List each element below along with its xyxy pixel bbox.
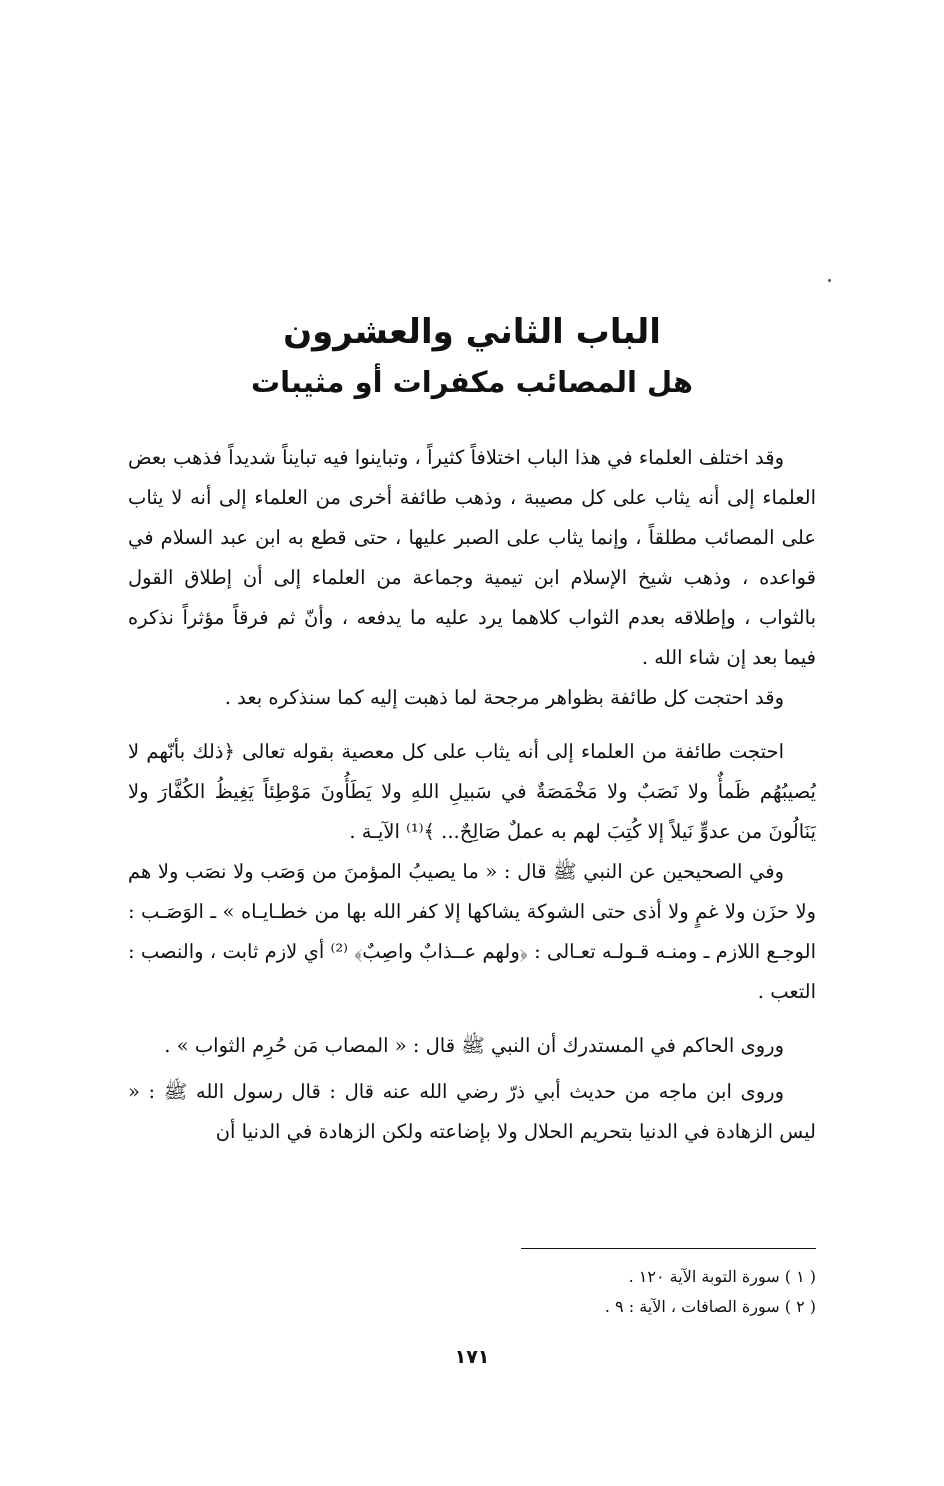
chapter-subtitle: هل المصائب مكفرات أو مثيبات (251, 365, 693, 399)
footnote: ( ٢ ) سورة الصافات ، الآية : ٩ . (604, 1297, 816, 1316)
paragraph: احتجت طائفة من العلماء إلى أنه يثاب على كل معصية بقوله تعالى ﴿ذلك بأنّهم لا يُصيبُهُم ظَمأٌ ولا نَصَبٌ ولا مَخْمَصَةٌ في سَبيلِ اللهِ ولا يَطَأُونَ مَوْطِئاً يَغِيظُ الكُفَّارَ ولا يَنَالُونَ من عدوٍّ نَيلاً إلا كُتِبَ لهم به عملٌ صَالِحٌ... ﴾⁽¹⁾ الآيـة . (128, 740, 816, 843)
chapter-title: الباب الثاني والعشرون (283, 312, 661, 352)
body-text (128, 438, 816, 1152)
paragraph: وقد اختلف العلماء في هذا الباب اختلافاً كثيراً ، وتباينوا فيه تبايناً شديداً فذهب بعض العلماء إلى أنه يثاب على كل مصيبة ، وذهب طائفة أخرى من العلماء إلى أنه لا يثاب على المصائب مطلقاً ، وإنما يثاب على الصبر عليها ، حتى قطع به ابن عبد السلام في قواعده ، وذهب شيخ الإسلام ابن تيمية وجماعة من العلماء إلى أن إطلاق القول بالثواب ، وإطلاقه بعدم الثواب كلاهما يرد عليه ما يدفعه ، وأنّ ثم فرقاً مؤثراً نذكره فيما بعد إن شاء الله . (128, 446, 816, 669)
footnote: ( ١ ) سورة التوبة الآية ١٢٠ . (628, 1267, 816, 1286)
footnote-divider (521, 1248, 816, 1249)
footnotes (128, 1262, 816, 1322)
paragraph: وروى ابن ماجه من حديث أبي ذرّ رضي الله عنه قال : قال رسول الله ﷺ : « ليس الزهادة في الدنيا بتحريم الحلال ولا بإضاعته ولكن الزهادة في الدنيا أن (128, 1080, 816, 1143)
chapter-heading (0, 306, 944, 406)
paragraph: وفي الصحيحين عن النبي ﷺ قال : « ما يصيبُ المؤمنَ من وَصَب ولا نصَب ولا هم ولا حزَن ولا غمٍ ولا أذى حتى الشوكة يشاكها إلا كفر الله بها من خطـايـاه » ـ الوَصَـب : الوجـع اللازم ـ ومنـه قـولـه تعـالى : ﴿ولهم عــذابٌ واصِبٌ﴾ ⁽²⁾ أي لازم ثابت ، والنصب : التعب . (128, 860, 816, 1003)
page-number: ١٧١ (454, 1346, 490, 1368)
print-speck (828, 279, 831, 282)
paragraph: وقد احتجت كل طائفة بظواهر مرجحة لما ذهبت إليه كما سنذكره بعد . (224, 686, 784, 709)
paragraph: وروى الحاكم في المستدرك أن النبي ﷺ قال : « المصاب مَن حُرِم الثواب » . (164, 1034, 784, 1057)
